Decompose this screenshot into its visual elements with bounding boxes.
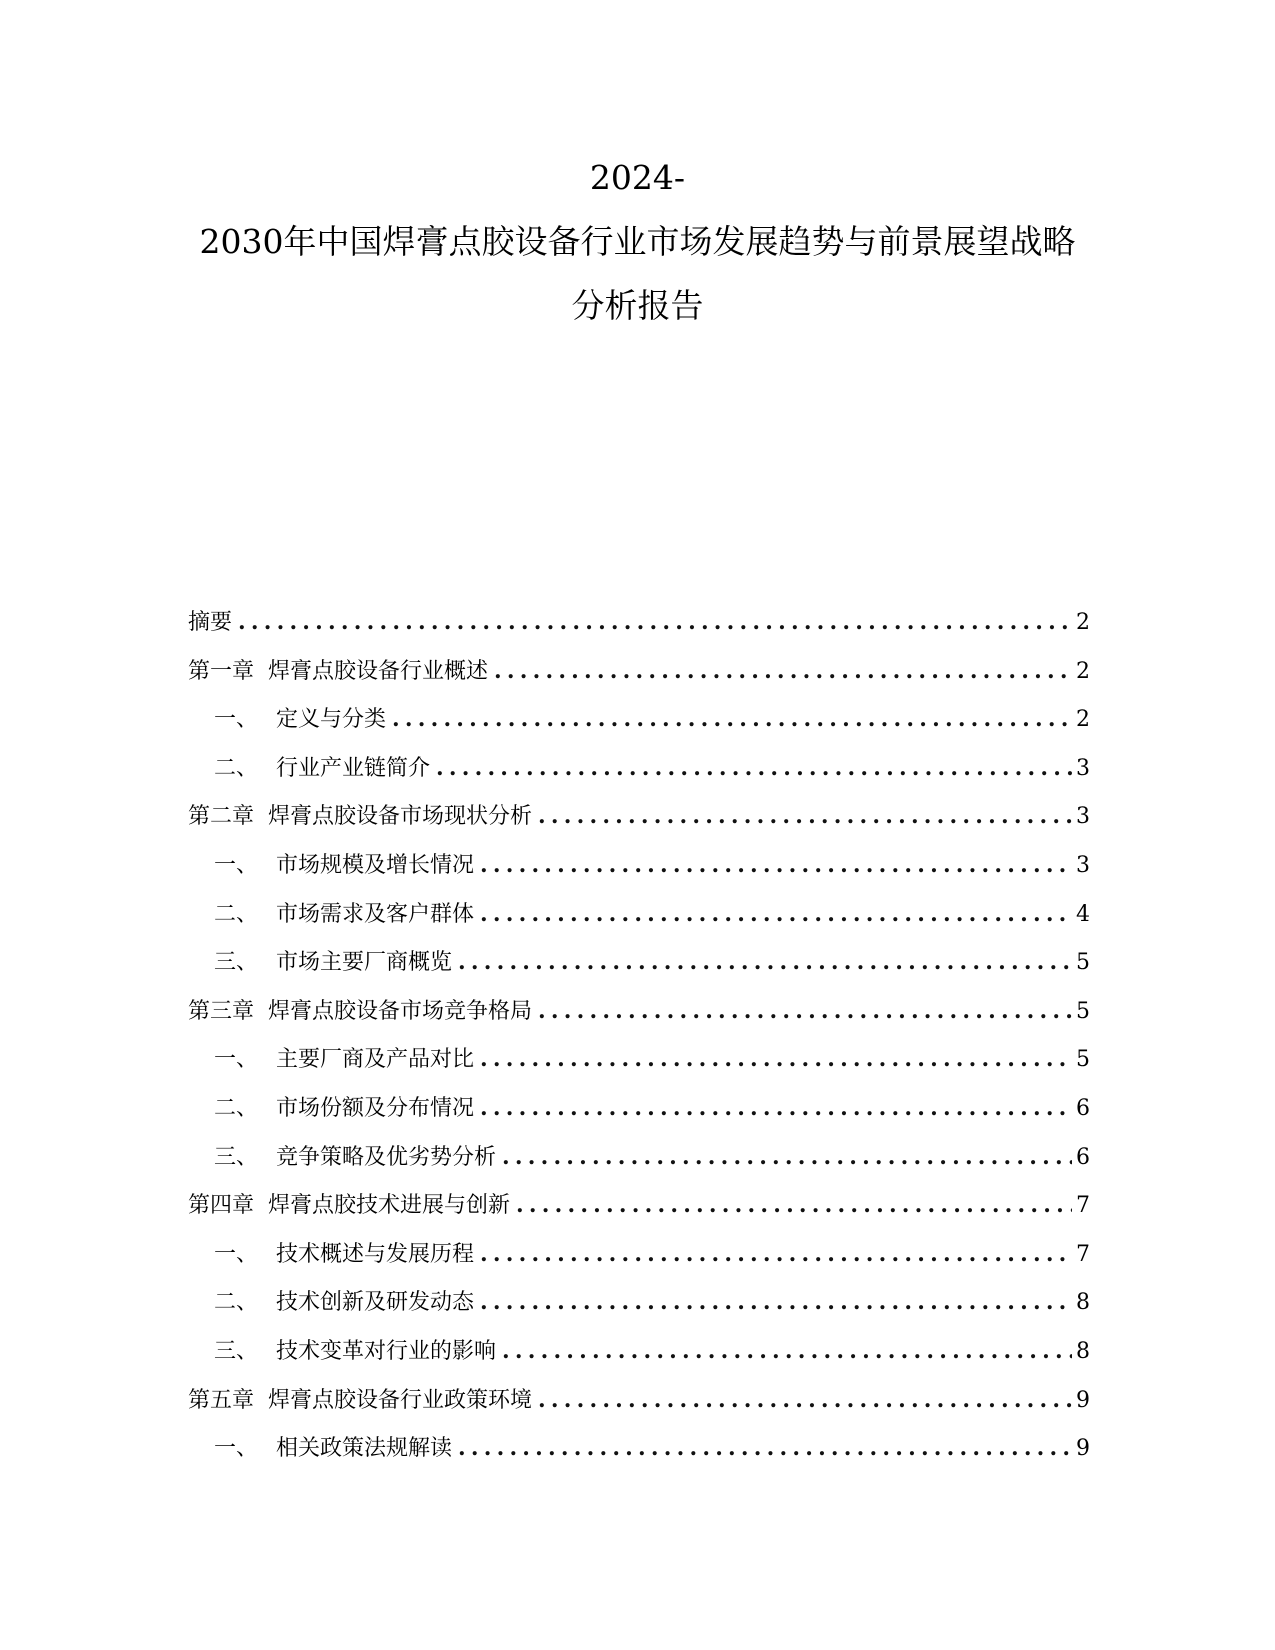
toc-entry[interactable]	[188, 1230, 1090, 1279]
toc-dot-leader	[436, 744, 1072, 793]
toc-entry-page: 9	[1076, 1436, 1090, 1462]
toc-entry-label: 主要厂商及产品对比	[276, 1047, 475, 1073]
toc-entry-number: 一、	[214, 1436, 259, 1462]
toc-entry[interactable]	[188, 987, 1090, 1036]
toc-entry-label: 焊膏点胶设备行业概述	[268, 658, 489, 684]
toc-entry-label: 技术变革对行业的影响	[276, 1338, 497, 1364]
toc-entry-page: 8	[1076, 1338, 1090, 1364]
toc-entry-page: 6	[1076, 1144, 1090, 1170]
toc-entry[interactable]	[188, 695, 1090, 744]
toc-entry-page: 5	[1076, 998, 1090, 1024]
toc-entry-number: 第一章	[188, 658, 255, 684]
table-of-contents	[188, 598, 1090, 1473]
toc-dot-leader	[238, 598, 1072, 647]
toc-entry-page: 8	[1076, 1290, 1090, 1316]
toc-entry-label: 定义与分类	[276, 707, 387, 733]
toc-entry-number: 一、	[214, 1241, 259, 1267]
toc-entry-label: 焊膏点胶设备市场竞争格局	[268, 998, 533, 1024]
toc-entry-page: 2	[1076, 610, 1090, 635]
toc-entry[interactable]	[188, 647, 1090, 696]
title-line: 2030年中国焊膏点胶设备行业市场发展趋势与前景展望战略	[199, 222, 1076, 261]
title-line: 2024-	[589, 158, 686, 197]
toc-entry-label: 竞争策略及优劣势分析	[276, 1144, 497, 1170]
toc-entry-number: 一、	[214, 707, 259, 733]
toc-entry[interactable]	[188, 890, 1090, 939]
toc-entry-label: 市场需求及客户群体	[276, 901, 475, 927]
toc-entry[interactable]	[188, 1376, 1090, 1425]
toc-entry-number: 二、	[214, 901, 259, 927]
toc-dot-leader	[502, 1327, 1072, 1376]
toc-entry-page: 7	[1076, 1241, 1090, 1267]
toc-dot-leader	[392, 695, 1072, 744]
toc-dot-leader	[480, 1278, 1072, 1327]
toc-entry[interactable]	[188, 938, 1090, 987]
toc-entry-label: 市场份额及分布情况	[276, 1095, 475, 1121]
toc-entry[interactable]	[188, 1084, 1090, 1133]
document-title	[0, 146, 1275, 338]
toc-entry-label: 焊膏点胶技术进展与创新	[268, 1193, 511, 1219]
toc-entry-label: 焊膏点胶设备行业政策环境	[268, 1387, 533, 1413]
toc-entry-number: 第五章	[188, 1387, 255, 1413]
toc-entry-number: 第三章	[188, 998, 255, 1024]
toc-entry-page: 5	[1076, 1047, 1090, 1073]
toc-entry-number: 二、	[214, 1290, 259, 1316]
toc-entry-page: 7	[1076, 1193, 1090, 1219]
toc-entry[interactable]	[188, 744, 1090, 793]
toc-entry[interactable]	[188, 1327, 1090, 1376]
toc-entry[interactable]	[188, 1035, 1090, 1084]
toc-entry-page: 5	[1076, 950, 1090, 976]
toc-entry[interactable]	[188, 598, 1090, 647]
toc-dot-leader	[480, 841, 1072, 890]
toc-dot-leader	[516, 1181, 1072, 1230]
toc-entry-label: 相关政策法规解读	[276, 1436, 453, 1462]
toc-entry[interactable]	[188, 841, 1090, 890]
toc-entry-number: 一、	[214, 852, 259, 878]
toc-entry-label: 焊膏点胶设备市场现状分析	[268, 804, 533, 830]
toc-entry-label: 技术创新及研发动态	[276, 1290, 475, 1316]
toc-entry[interactable]	[188, 1424, 1090, 1473]
toc-entry-number: 第四章	[188, 1193, 255, 1219]
toc-entry-number: 三、	[214, 1144, 259, 1170]
toc-dot-leader	[538, 1376, 1072, 1425]
toc-entry-number: 二、	[214, 755, 259, 781]
toc-entry-label: 摘要	[188, 610, 233, 635]
toc-entry-page: 3	[1076, 804, 1090, 830]
toc-dot-leader	[502, 1133, 1072, 1182]
toc-entry-label: 行业产业链简介	[276, 755, 431, 781]
toc-entry[interactable]	[188, 1278, 1090, 1327]
toc-entry-page: 6	[1076, 1095, 1090, 1121]
toc-entry[interactable]	[188, 792, 1090, 841]
toc-dot-leader	[480, 1230, 1072, 1279]
toc-entry-page: 3	[1076, 852, 1090, 878]
toc-entry-label: 市场规模及增长情况	[276, 852, 475, 878]
toc-dot-leader	[538, 987, 1072, 1036]
toc-dot-leader	[480, 1035, 1072, 1084]
toc-entry-number: 一、	[214, 1047, 259, 1073]
toc-dot-leader	[480, 890, 1072, 939]
toc-entry-label: 技术概述与发展历程	[276, 1241, 475, 1267]
toc-dot-leader	[480, 1084, 1072, 1133]
toc-dot-leader	[538, 792, 1072, 841]
toc-entry-page: 2	[1076, 707, 1090, 733]
toc-entry-number: 第二章	[188, 804, 255, 830]
toc-entry[interactable]	[188, 1181, 1090, 1230]
toc-entry-page: 4	[1076, 901, 1090, 927]
toc-entry-page: 2	[1076, 658, 1090, 684]
toc-entry-label: 市场主要厂商概览	[276, 950, 453, 976]
toc-dot-leader	[458, 938, 1072, 987]
toc-entry-number: 三、	[214, 950, 259, 976]
toc-entry-page: 9	[1076, 1387, 1090, 1413]
toc-dot-leader	[494, 647, 1072, 696]
toc-entry-page: 3	[1076, 755, 1090, 781]
toc-entry-number: 二、	[214, 1095, 259, 1121]
toc-entry-number: 三、	[214, 1338, 259, 1364]
toc-dot-leader	[458, 1424, 1072, 1473]
title-line: 分析报告	[571, 286, 704, 325]
toc-entry[interactable]	[188, 1133, 1090, 1182]
